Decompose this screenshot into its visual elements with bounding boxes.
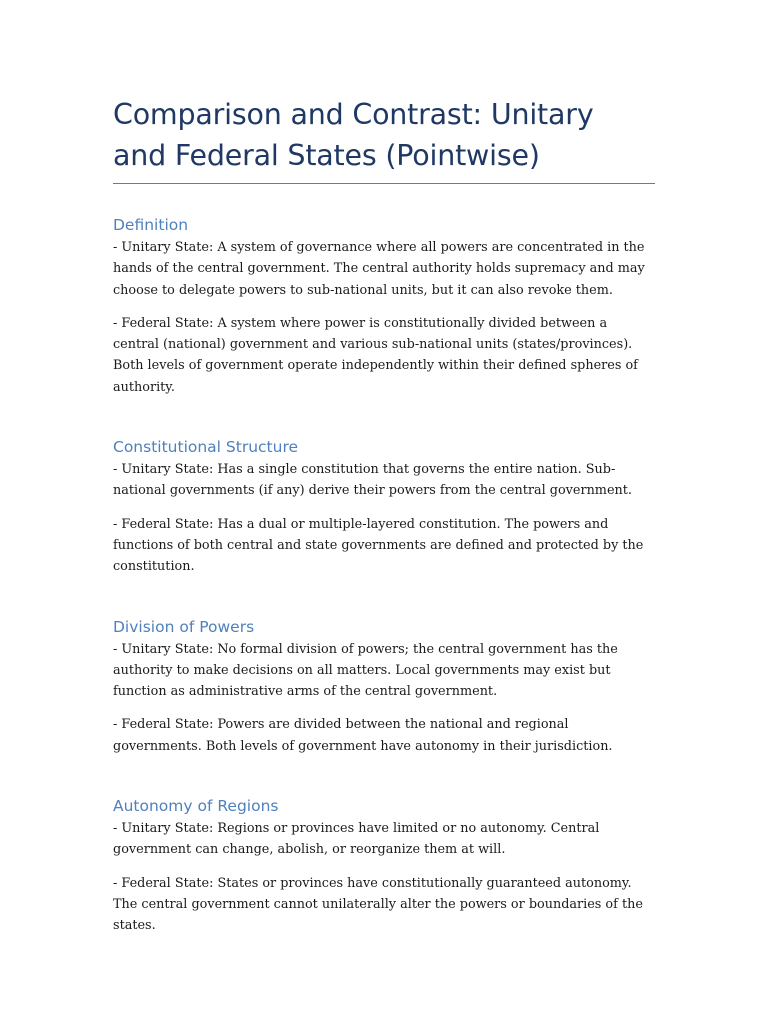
paragraph-federal: - Federal State: Powers are divided between the national and regional governments. Both levels of government have autonomy in their jurisdiction. xyxy=(113,717,613,754)
section-definition xyxy=(113,215,655,398)
section-autonomy-of-regions xyxy=(113,796,655,936)
paragraph-unitary: - Unitary State: Regions or provinces have limited or no autonomy. Central government can change, abolish, or reorganize them at will. xyxy=(113,821,600,858)
section-division-of-powers xyxy=(113,617,655,757)
paragraph-federal: - Federal State: A system where power is constitutionally divided between a central (national) government and various sub-national units (states/provinces). Both levels of government operate independently within their defined spheres of authority. xyxy=(113,315,638,395)
paragraph-federal: - Federal State: Has a dual or multiple-layered constitution. The powers and functions of both central and state governments are defined and protected by the constitution. xyxy=(113,516,644,575)
section-heading: Division of Powers xyxy=(113,617,255,636)
paragraph-unitary: - Unitary State: Has a single constitution that governs the entire nation. Sub-national governments (if any) derive their powers from the central government. xyxy=(113,462,632,499)
section-constitutional-structure xyxy=(113,437,655,577)
section-heading: Autonomy of Regions xyxy=(113,797,279,816)
document-title: Comparison and Contrast: Unitary and Federal States (Pointwise) xyxy=(113,94,655,184)
paragraph-unitary: - Unitary State: A system of governance where all powers are concentrated in the hands of the central government. The central authority holds supremacy and may choose to delegate powers to sub-national units, but it can also revoke them. xyxy=(113,240,645,298)
section-heading: Constitutional Structure xyxy=(113,438,299,457)
document-page xyxy=(113,94,655,937)
paragraph-unitary: - Unitary State: No formal division of powers; the central government has the authority to make decisions on all matters. Local governments may exist but function as administrative arms of the central government. xyxy=(113,641,618,700)
section-heading: Definition xyxy=(113,216,189,234)
paragraph-federal: - Federal State: States or provinces have constitutionally guaranteed autonomy. The central government cannot unilaterally alter the powers or boundaries of the states. xyxy=(113,875,643,934)
